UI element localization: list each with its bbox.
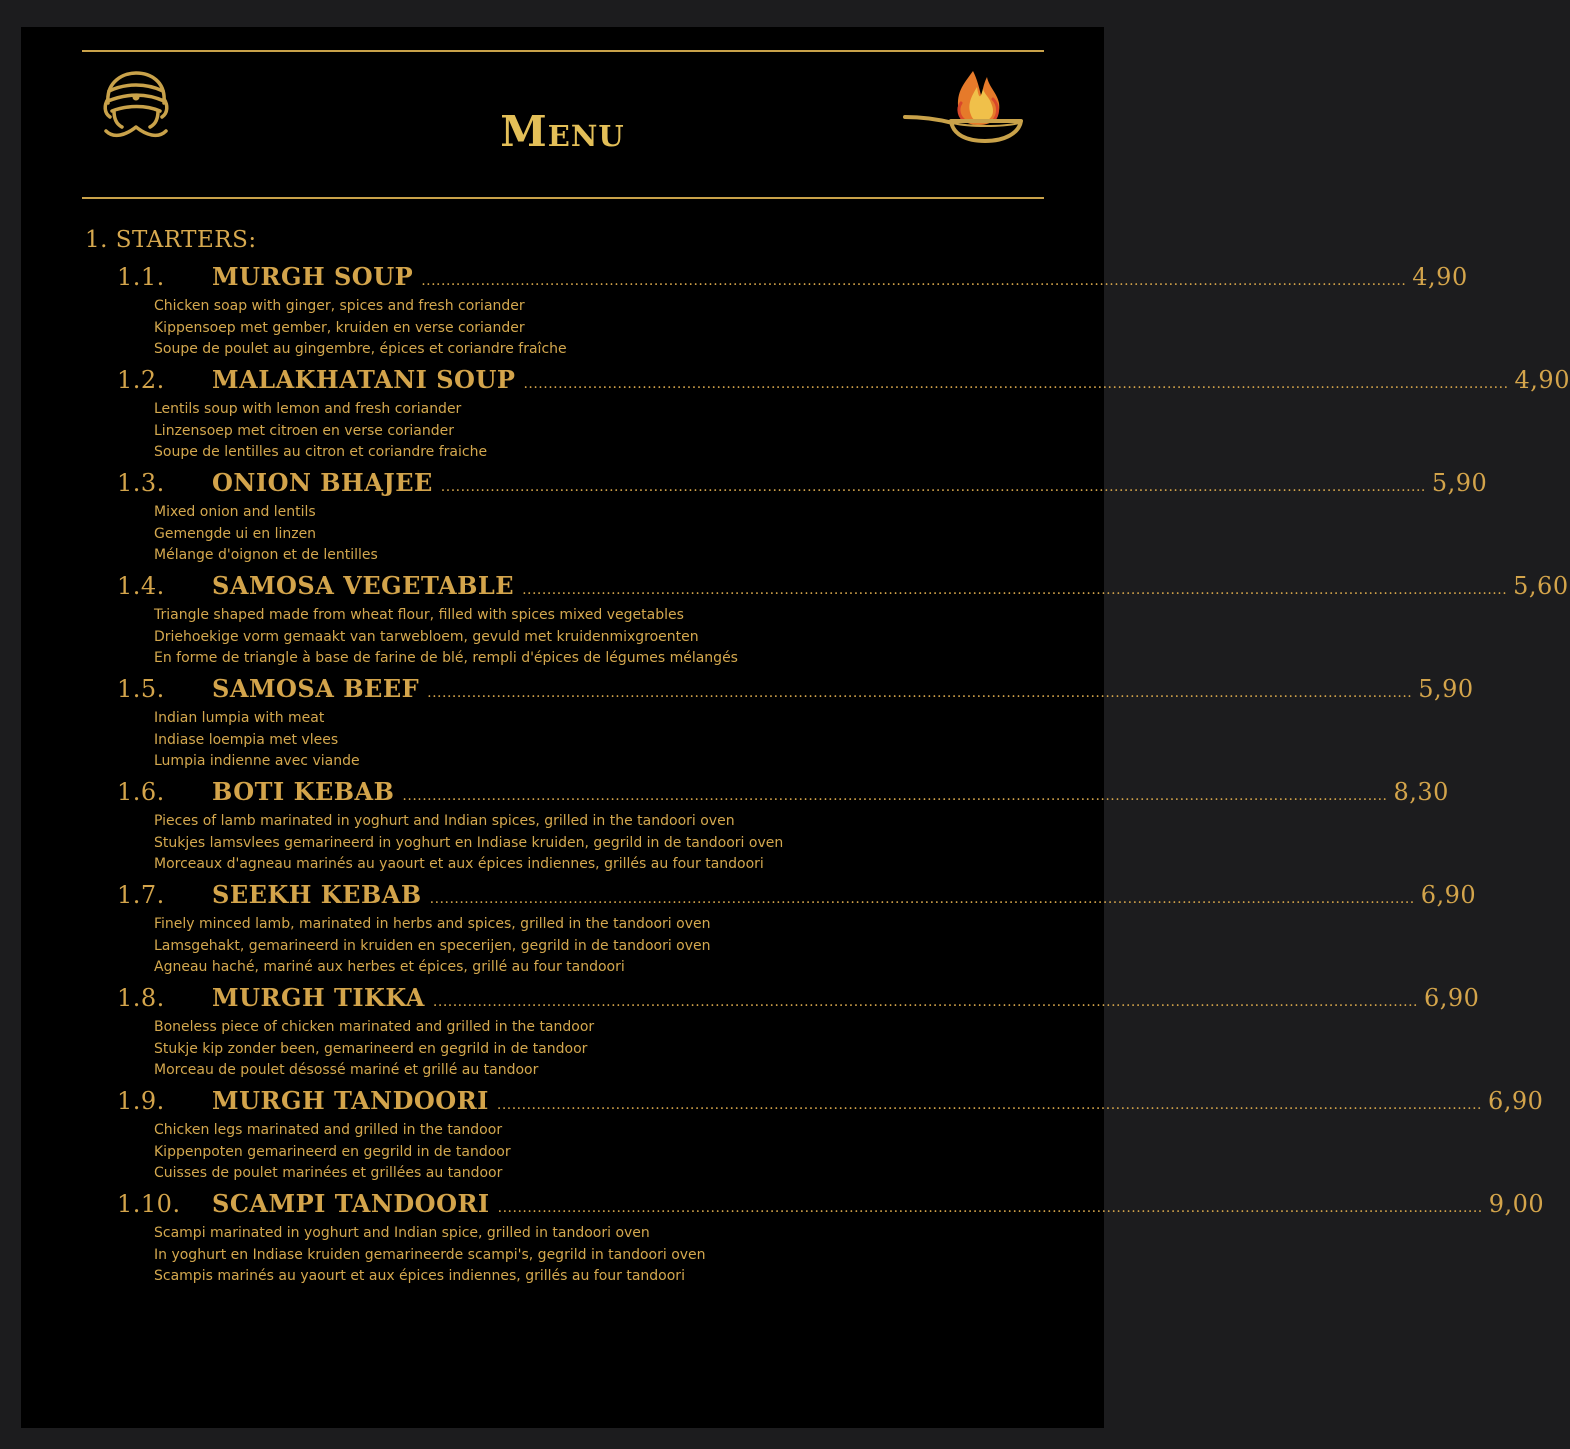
dot-leader: ....................................................................................................................................................................................................... — [522, 582, 1508, 598]
description-line: Driehoekige vorm gemaakt van tarwebloem, gevuld met kruidenmixgroenten — [154, 628, 699, 645]
menu-item-description — [154, 914, 711, 979]
menu-item-name: MURGH SOUP — [212, 262, 414, 291]
bottom-divider — [82, 197, 1044, 199]
menu-item-number: 1.5. — [117, 675, 165, 703]
menu-item-header — [117, 365, 1570, 397]
menu-item-header — [117, 983, 1480, 1015]
dot-leader: ....................................................................................................................................................................................................... — [421, 273, 1407, 289]
menu-item-header — [117, 1189, 1545, 1221]
menu-item-price: 5,60 — [1513, 572, 1569, 600]
dot-leader: ....................................................................................................................................................................................................... — [402, 788, 1388, 804]
menu-item-description — [154, 1120, 511, 1185]
menu-item-price: 9,00 — [1488, 1190, 1545, 1218]
description-line: Gemengde ui en linzen — [154, 525, 317, 542]
description-line: Mélange d'oignon et de lentilles — [154, 547, 378, 563]
menu-item-name: MURGH TIKKA — [212, 983, 425, 1012]
top-divider — [82, 50, 1044, 52]
description-line: En forme de triangle à base de farine de blé, rempli d'épices de légumes mélangés — [154, 650, 738, 666]
description-line: Linzensoep met citroen en verse coriander — [154, 422, 454, 439]
menu-item-number: 1.4. — [117, 572, 165, 600]
menu-item — [21, 674, 1474, 774]
menu-item-description — [154, 296, 567, 361]
menu-item-price: 4,90 — [1412, 263, 1468, 291]
dot-leader: ....................................................................................................................................................................................................... — [496, 1097, 1482, 1113]
description-line: Finely minced lamb, marinated in herbs and spices, grilled in the tandoori oven — [154, 916, 711, 932]
menu-item-price: 6,90 — [1487, 1087, 1544, 1115]
description-line: Chicken soap with ginger, spices and fresh coriander — [154, 298, 525, 314]
menu-item — [21, 1189, 1545, 1289]
menu-item-name: SEEKH KEBAB — [212, 880, 422, 909]
menu-item-number: 1.2. — [117, 366, 165, 394]
description-line: Scampi marinated in yoghurt and Indian spice, grilled in tandoori oven — [154, 1225, 650, 1241]
description-line: Lamsgehakt, gemarineerd in kruiden en specerijen, gegrild in de tandoori oven — [154, 937, 711, 954]
menu-item-name: SCAMPI TANDOORI — [212, 1189, 490, 1218]
menu-item-description — [154, 1223, 706, 1288]
menu-item-name: ONION BHAJEE — [212, 468, 433, 497]
menu-item-header — [117, 674, 1474, 706]
dot-leader: ....................................................................................................................................................................................................... — [432, 994, 1419, 1010]
description-line: Lentils soup with lemon and fresh coriander — [154, 401, 462, 417]
menu-item-name: SAMOSA BEEF — [212, 674, 420, 703]
dot-leader: ....................................................................................................................................................................................................... — [523, 376, 1509, 392]
menu-item-description — [154, 1017, 594, 1082]
menu-item-number: 1.8. — [117, 984, 165, 1012]
menu-item — [21, 571, 1569, 671]
menu-item-name: SAMOSA VEGETABLE — [212, 571, 515, 600]
menu-item — [21, 365, 1570, 465]
menu-item-description — [154, 811, 783, 876]
menu-item — [21, 983, 1480, 1083]
menu-item-header — [117, 777, 1449, 809]
menu-item-description — [154, 708, 360, 773]
dot-leader: ....................................................................................................................................................................................................... — [440, 479, 1426, 495]
description-line: Lumpia indienne avec viande — [154, 753, 360, 769]
menu-item-name: MURGH TANDOORI — [212, 1086, 489, 1115]
menu-item-header — [117, 468, 1488, 500]
menu-item-header — [117, 571, 1569, 603]
menu-item-name: BOTI KEBAB — [212, 777, 395, 806]
page-title: Menu — [500, 107, 625, 156]
menu-item-description — [154, 502, 378, 567]
flaming-pan-icon — [903, 67, 1028, 151]
description-line: Mixed onion and lentils — [154, 504, 316, 520]
description-line: Chicken legs marinated and grilled in the tandoor — [154, 1122, 503, 1138]
menu-item-number: 1.7. — [117, 881, 165, 909]
dot-leader: ....................................................................................................................................................................................................... — [497, 1200, 1483, 1216]
menu-item-price: 6,90 — [1424, 984, 1480, 1012]
dot-leader: ....................................................................................................................................................................................................... — [429, 891, 1415, 907]
menu-item — [21, 1086, 1544, 1186]
menu-item-price: 5,90 — [1418, 675, 1474, 703]
description-line: Kippensoep met gember, kruiden en verse coriander — [154, 319, 525, 336]
menu-item-price: 4,90 — [1514, 366, 1570, 394]
description-line: Kippenpoten gemarineerd en gegrild in de tandoor — [154, 1143, 511, 1160]
menu-page — [21, 27, 1570, 1428]
menu-item-number: 1.1. — [117, 263, 165, 291]
menu-item — [21, 468, 1488, 568]
section-heading: 1. STARTERS: — [85, 227, 257, 253]
menu-item-number: 1.3. — [117, 469, 165, 497]
dot-leader: ....................................................................................................................................................................................................... — [427, 685, 1413, 701]
menu-item-number: 1.6. — [117, 778, 165, 806]
menu-item-description — [154, 399, 487, 464]
description-line: In yoghurt en Indiase kruiden gemarineerde scampi's, gegrild in tandoori oven — [154, 1246, 706, 1263]
description-line: Stukje kip zonder been, gemarineerd en gegrild in de tandoor — [154, 1040, 588, 1057]
description-line: Stukjes lamsvlees gemarineerd in yoghurt en Indiase kruiden, gegrild in de tandoori oven — [154, 834, 784, 851]
menu-item-header — [117, 880, 1477, 912]
description-line: Soupe de lentilles au citron et coriandre fraiche — [154, 444, 488, 460]
menu-item-header — [117, 262, 1468, 294]
menu-item-name: MALAKHATANI SOUP — [212, 365, 516, 394]
description-line: Soupe de poulet au gingembre, épices et coriandre fraîche — [154, 341, 567, 357]
menu-item-price: 6,90 — [1420, 881, 1477, 909]
description-line: Triangle shaped made from wheat flour, filled with spices mixed vegetables — [154, 607, 684, 623]
menu-item — [21, 880, 1477, 980]
menu-item-header — [117, 1086, 1544, 1118]
description-line: Pieces of lamb marinated in yoghurt and Indian spices, grilled in the tandoori oven — [154, 813, 735, 829]
description-line: Indian lumpia with meat — [154, 710, 325, 726]
menu-item-price: 5,90 — [1431, 469, 1488, 497]
menu-item-description — [154, 605, 738, 670]
menu-item-price: 8,30 — [1393, 778, 1449, 806]
description-line: Morceau de poulet désossé mariné et grillé au tandoor — [154, 1062, 539, 1078]
description-line: Cuisses de poulet marinées et grillées au tandoor — [154, 1165, 503, 1181]
description-line: Scampis marinés au yaourt et aux épices indiennes, grillés au four tandoori — [154, 1268, 685, 1284]
description-line: Boneless piece of chicken marinated and grilled in the tandoor — [154, 1019, 595, 1035]
menu-item — [21, 262, 1468, 362]
menu-item-number: 1.9. — [117, 1087, 165, 1115]
menu-item-number: 1.10. — [117, 1190, 181, 1218]
menu-item — [21, 777, 1449, 877]
description-line: Agneau haché, mariné aux herbes et épices, grillé au four tandoori — [154, 959, 625, 975]
description-line: Morceaux d'agneau marinés au yaourt et aux épices indiennes, grillés au four tandoori — [154, 856, 764, 872]
description-line: Indiase loempia met vlees — [154, 731, 339, 748]
